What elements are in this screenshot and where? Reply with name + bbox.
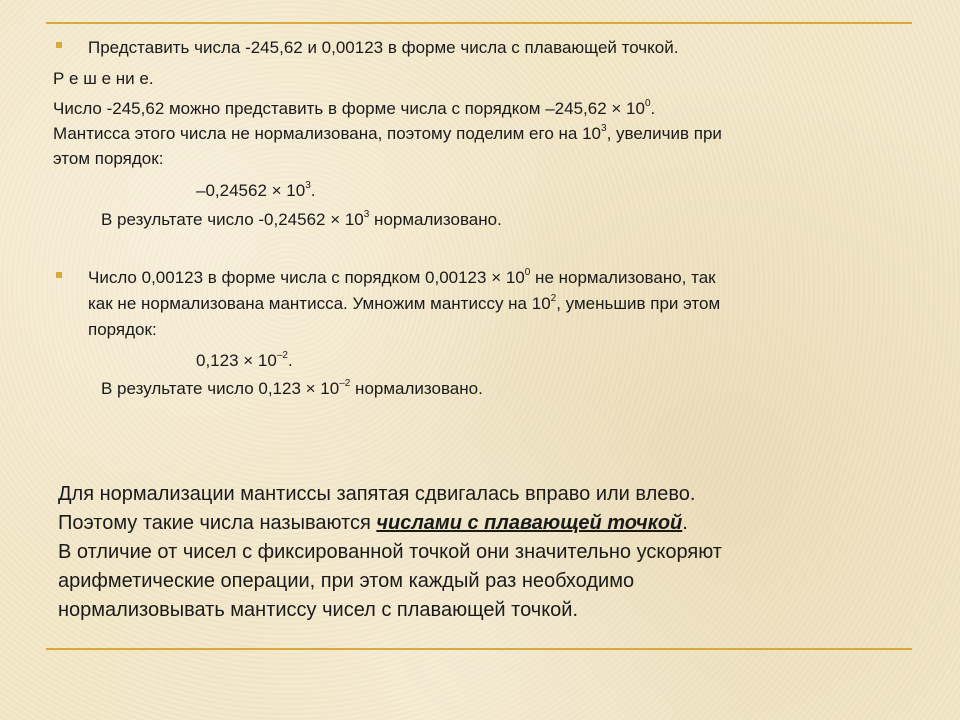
- floating-point-term: числами с плавающей точкой: [376, 512, 683, 534]
- part1-formula: $-0,24562 \times 10^3$.: [196, 180, 316, 200]
- part1-result: В результате число $-0,24562 \times 10^3$ нормализовано.: [101, 209, 502, 229]
- part2-line2: как не нормализована мантисса. Умножим мантиссу на $10^2$, уменьшив при этом: [88, 293, 721, 313]
- conclusion-block: [58, 480, 722, 625]
- conclusion-line-3: В отличие от чисел с фиксированной точкой они значительно ускоряют: [58, 541, 722, 563]
- solution-label: Р е ш е ни е.: [53, 69, 154, 88]
- part2-line3: порядок:: [88, 320, 157, 339]
- task-statement: Представить числа -245,62 и 0,00123 в форме числа с плавающей точкой.: [88, 38, 679, 57]
- part1-line3: этом порядок:: [53, 149, 164, 168]
- part2-formula: $0,123 \times 10^{-2}$.: [196, 350, 293, 370]
- conclusion-line-2: Поэтому такие числа называются числами с плавающей точкой.: [58, 512, 688, 534]
- conclusion-line-1: Для нормализации мантиссы запятая сдвигалась вправо или влево.: [58, 483, 696, 505]
- bullet-marker-1: [56, 42, 62, 48]
- part2-result: В результате число $0,123 \times 10^{-2}$ нормализовано.: [101, 378, 483, 398]
- bottom-divider: [46, 648, 912, 650]
- part1-line2: Мантисса этого числа не нормализована, поэтому поделим его на $10^3$, увеличив при: [53, 123, 722, 143]
- part1-line1: Число -245,62 можно представить в форме числа с порядком $-245,62 \times 10^0$.: [53, 98, 656, 118]
- part2-line1: Число 0,00123 в форме числа с порядком $0,00123 \times 10^0$ не нормализовано, так: [88, 267, 716, 287]
- bullet-marker-2: [56, 272, 62, 278]
- conclusion-line-4: арифметические операции, при этом каждый раз необходимо: [58, 570, 635, 592]
- conclusion-line-5: нормализовывать мантиссу чисел с плавающей точкой.: [58, 599, 579, 621]
